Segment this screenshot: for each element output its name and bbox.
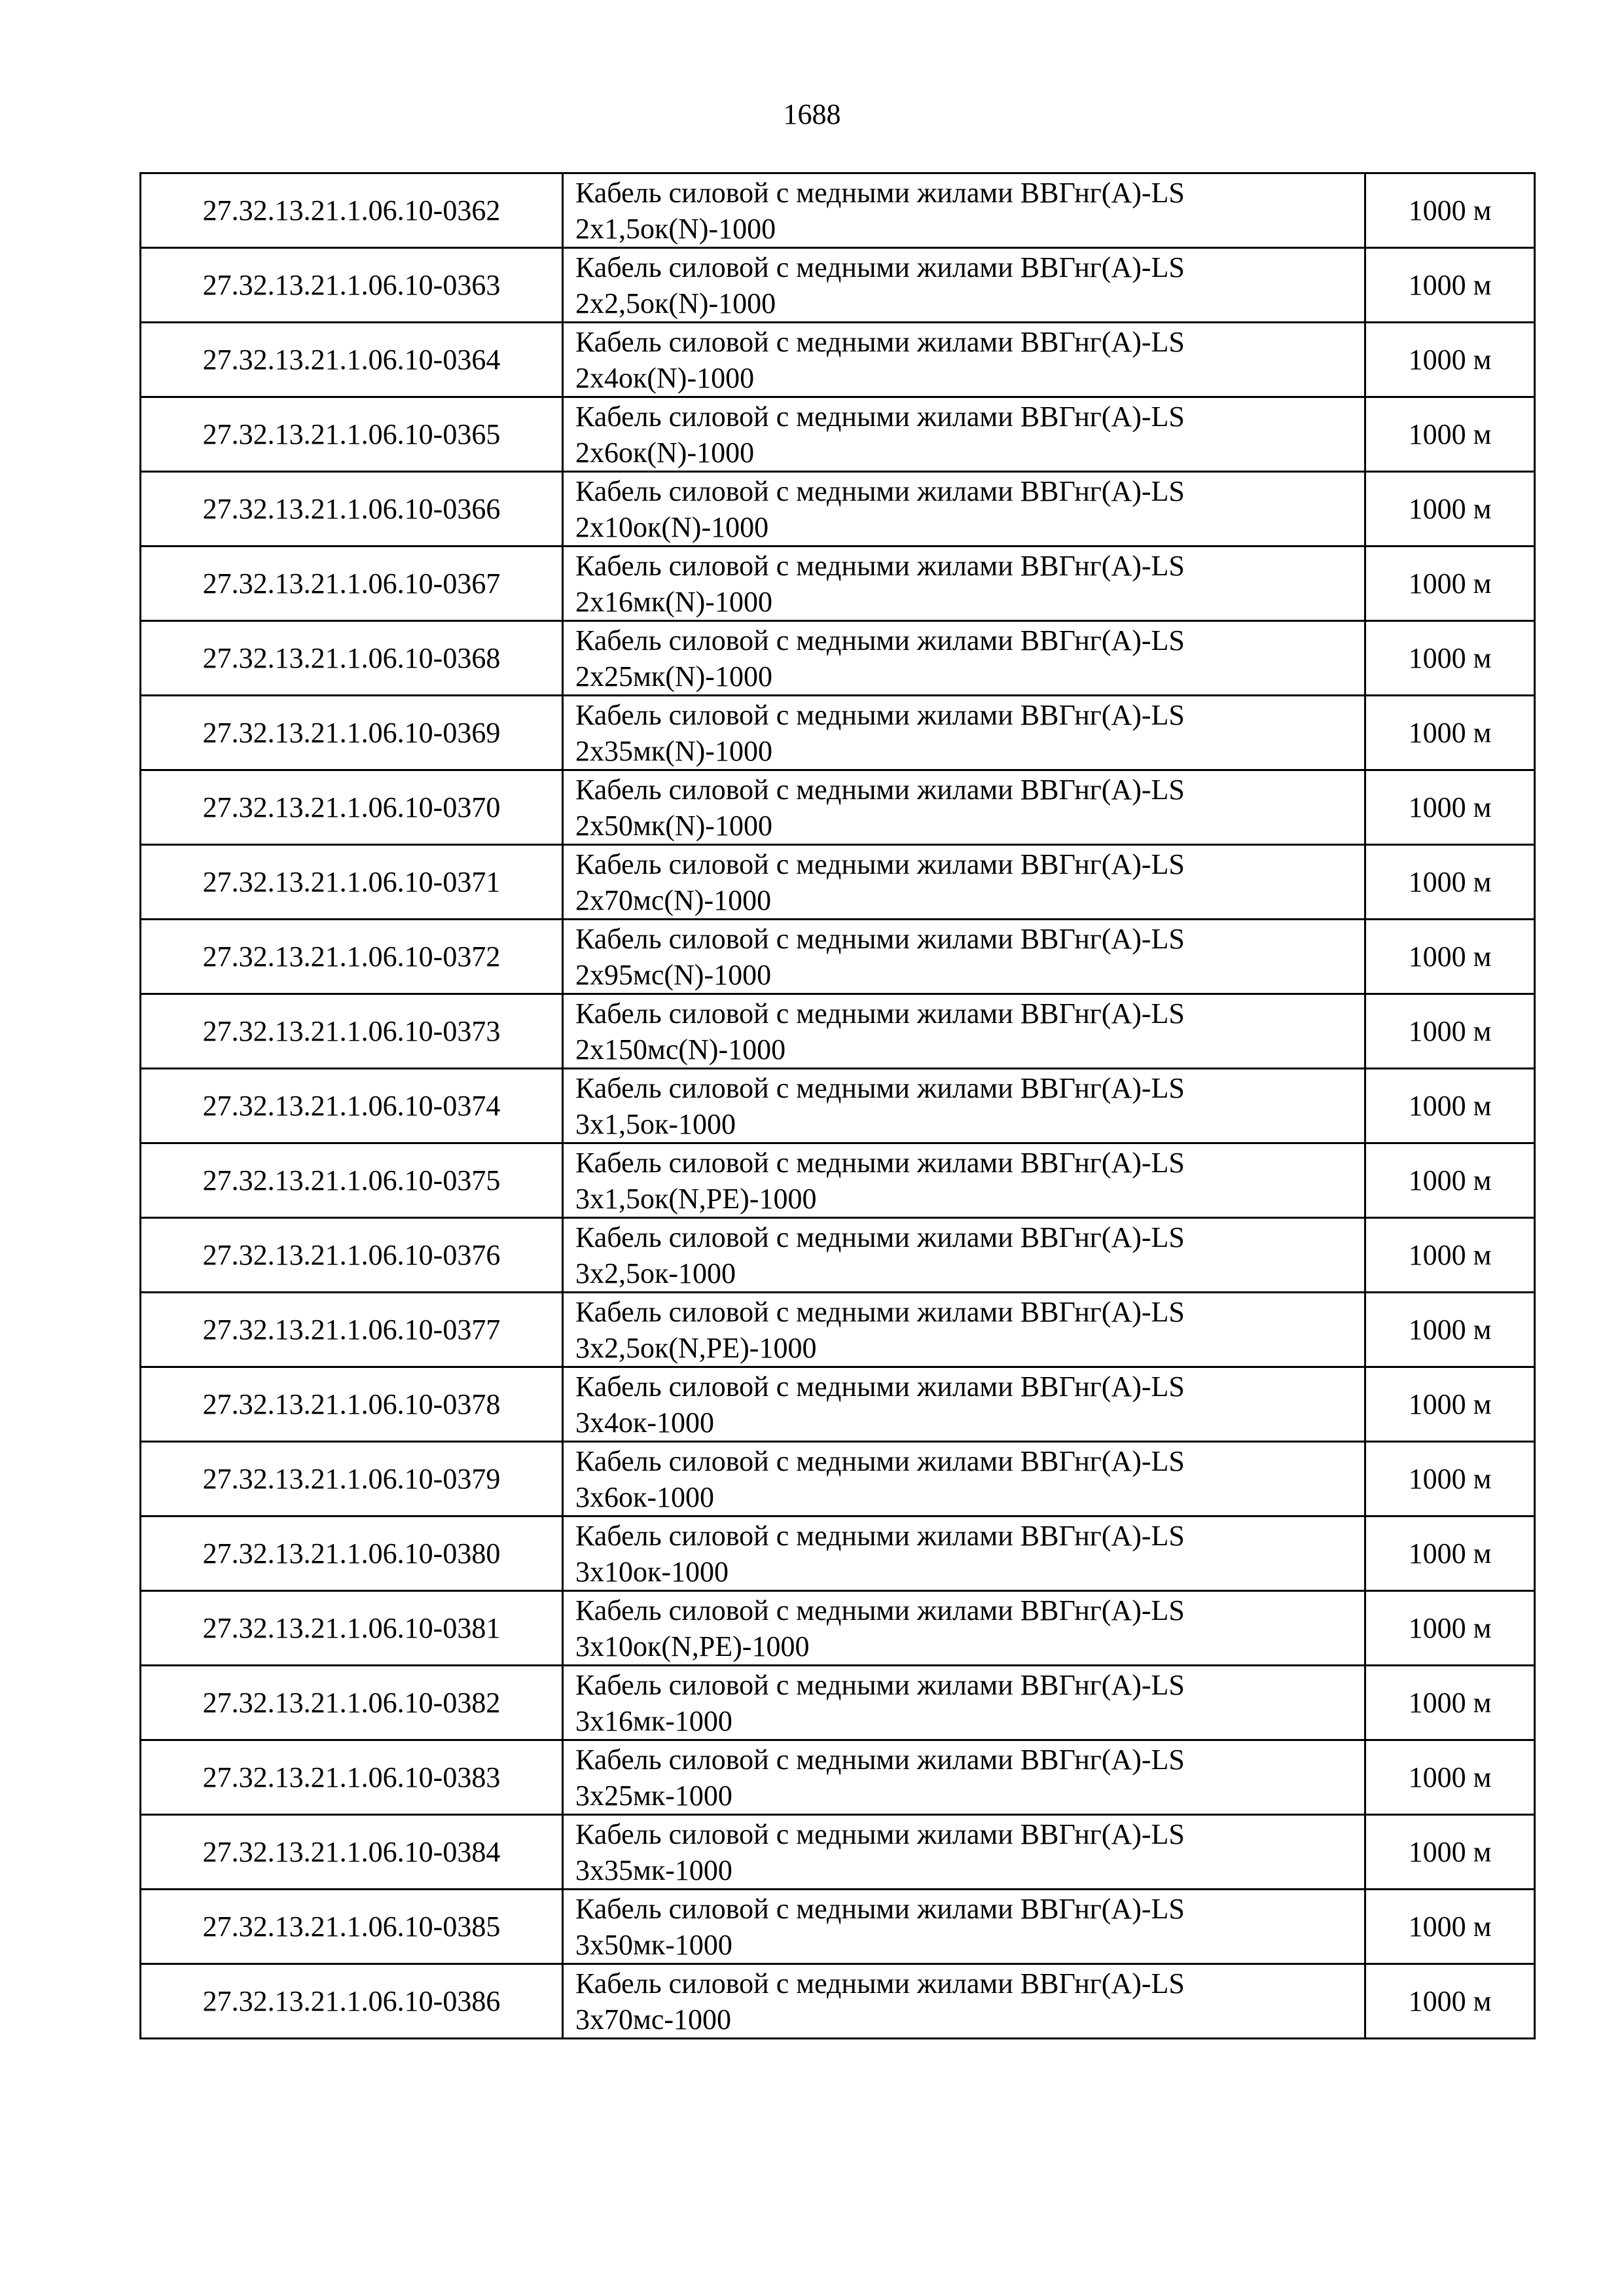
resource-name-cell bbox=[563, 1143, 1365, 1218]
resource-name-line-2: 2х2,5ок(N)-1000 bbox=[575, 287, 776, 319]
resource-name-line-2: 2х10ок(N)-1000 bbox=[575, 511, 769, 543]
resource-code-cell: 27.32.13.21.1.06.10-0383 bbox=[141, 1740, 563, 1815]
unit-cell: 1000 м bbox=[1365, 1740, 1535, 1815]
unit-cell: 1000 м bbox=[1365, 397, 1535, 472]
resource-code-cell: 27.32.13.21.1.06.10-0375 bbox=[141, 1143, 563, 1218]
table-row bbox=[141, 1740, 1535, 1815]
unit-cell: 1000 м bbox=[1365, 248, 1535, 323]
unit-cell: 1000 м bbox=[1365, 1666, 1535, 1740]
unit-cell: 1000 м bbox=[1365, 472, 1535, 547]
table-row bbox=[141, 696, 1535, 770]
unit-cell: 1000 м bbox=[1365, 323, 1535, 397]
table-row bbox=[141, 1367, 1535, 1442]
table-row bbox=[141, 472, 1535, 547]
unit-cell: 1000 м bbox=[1365, 1218, 1535, 1293]
resource-name-line-1: Кабель силовой с медными жилами ВВГнг(А)-LS bbox=[575, 1146, 1185, 1179]
table-row bbox=[141, 397, 1535, 472]
resource-code-cell: 27.32.13.21.1.06.10-0379 bbox=[141, 1442, 563, 1516]
resource-code-cell: 27.32.13.21.1.06.10-0370 bbox=[141, 770, 563, 845]
unit-cell: 1000 м bbox=[1365, 696, 1535, 770]
resource-name-line-1: Кабель силовой с медными жилами ВВГнг(А)-LS bbox=[575, 1295, 1185, 1328]
resource-name-line-1: Кабель силовой с медными жилами ВВГнг(А)-LS bbox=[575, 1519, 1185, 1552]
resource-name-line-1: Кабель силовой с медными жилами ВВГнг(А)-LS bbox=[575, 922, 1185, 955]
resource-name-line-2: 2х25мк(N)-1000 bbox=[575, 660, 772, 692]
unit-cell: 1000 м bbox=[1365, 173, 1535, 248]
resource-name-line-2: 3х4ок-1000 bbox=[575, 1406, 715, 1439]
resource-name-line-2: 2х35мк(N)-1000 bbox=[575, 734, 772, 767]
table-row bbox=[141, 1442, 1535, 1516]
resource-name-cell bbox=[563, 1069, 1365, 1143]
resource-name-line-2: 2х150мс(N)-1000 bbox=[575, 1033, 786, 1066]
table-row bbox=[141, 994, 1535, 1069]
resource-name-cell bbox=[563, 1218, 1365, 1293]
resource-code-cell: 27.32.13.21.1.06.10-0371 bbox=[141, 845, 563, 920]
resource-name-cell bbox=[563, 1666, 1365, 1740]
resource-code-cell: 27.32.13.21.1.06.10-0366 bbox=[141, 472, 563, 547]
resource-code-cell: 27.32.13.21.1.06.10-0377 bbox=[141, 1293, 563, 1367]
table-row bbox=[141, 1666, 1535, 1740]
resource-name-line-1: Кабель силовой с медными жилами ВВГнг(А)-LS bbox=[575, 251, 1185, 283]
table-row bbox=[141, 1293, 1535, 1367]
resource-name-line-2: 3х2,5ок-1000 bbox=[575, 1257, 736, 1289]
resource-name-cell bbox=[563, 1815, 1365, 1890]
table-row bbox=[141, 1516, 1535, 1591]
resource-name-cell bbox=[563, 1442, 1365, 1516]
resource-name-line-2: 3х10ок(N,PE)-1000 bbox=[575, 1630, 810, 1662]
resource-name-line-2: 2х95мс(N)-1000 bbox=[575, 958, 772, 991]
resource-name-line-1: Кабель силовой с медными жилами ВВГнг(А)-LS bbox=[575, 325, 1185, 358]
table-row bbox=[141, 1964, 1535, 2039]
resource-name-line-2: 3х1,5ок(N,PE)-1000 bbox=[575, 1182, 817, 1215]
unit-cell: 1000 м bbox=[1365, 1069, 1535, 1143]
resource-name-line-2: 3х10ок-1000 bbox=[575, 1555, 729, 1588]
resource-name-line-2: 2х1,5ок(N)-1000 bbox=[575, 212, 776, 245]
unit-cell: 1000 м bbox=[1365, 770, 1535, 845]
resource-name-line-1: Кабель силовой с медными жилами ВВГнг(А)-LS bbox=[575, 997, 1185, 1030]
table-row bbox=[141, 621, 1535, 696]
resource-name-cell bbox=[563, 1293, 1365, 1367]
resource-name-line-2: 3х25мк-1000 bbox=[575, 1779, 732, 1812]
resource-name-cell bbox=[563, 248, 1365, 323]
resource-name-line-2: 3х16мк-1000 bbox=[575, 1704, 732, 1737]
resource-code-cell: 27.32.13.21.1.06.10-0363 bbox=[141, 248, 563, 323]
unit-cell: 1000 м bbox=[1365, 547, 1535, 621]
resource-name-line-1: Кабель силовой с медными жилами ВВГнг(А)-LS bbox=[575, 1221, 1185, 1253]
resource-name-line-1: Кабель силовой с медными жилами ВВГнг(А)-LS bbox=[575, 1444, 1185, 1477]
resource-name-line-1: Кабель силовой с медными жилами ВВГнг(А)-LS bbox=[575, 1071, 1185, 1104]
resource-code-cell: 27.32.13.21.1.06.10-0382 bbox=[141, 1666, 563, 1740]
resource-name-line-2: 3х1,5ок-1000 bbox=[575, 1107, 736, 1140]
catalog-table-body bbox=[141, 173, 1535, 2039]
resource-code-cell: 27.32.13.21.1.06.10-0376 bbox=[141, 1218, 563, 1293]
resource-name-cell bbox=[563, 696, 1365, 770]
resource-name-line-1: Кабель силовой с медными жилами ВВГнг(А)-LS bbox=[575, 549, 1185, 582]
resource-name-line-1: Кабель силовой с медными жилами ВВГнг(А)-LS bbox=[575, 624, 1185, 656]
resource-name-line-1: Кабель силовой с медными жилами ВВГнг(А)-LS bbox=[575, 848, 1185, 880]
resource-name-cell bbox=[563, 323, 1365, 397]
resource-name-line-1: Кабель силовой с медными жилами ВВГнг(А)-LS bbox=[575, 698, 1185, 731]
resource-name-cell bbox=[563, 920, 1365, 994]
table-row bbox=[141, 770, 1535, 845]
resource-name-line-2: 3х2,5ок(N,PE)-1000 bbox=[575, 1331, 817, 1364]
resource-name-cell bbox=[563, 1964, 1365, 2039]
unit-cell: 1000 м bbox=[1365, 920, 1535, 994]
table-row bbox=[141, 1218, 1535, 1293]
unit-cell: 1000 м bbox=[1365, 1815, 1535, 1890]
resource-name-cell bbox=[563, 770, 1365, 845]
resource-code-cell: 27.32.13.21.1.06.10-0381 bbox=[141, 1591, 563, 1666]
resource-name-line-2: 3х6ок-1000 bbox=[575, 1480, 715, 1513]
resource-code-cell: 27.32.13.21.1.06.10-0369 bbox=[141, 696, 563, 770]
resource-name-cell bbox=[563, 1740, 1365, 1815]
resource-name-line-2: 3х35мк-1000 bbox=[575, 1854, 732, 1886]
resource-code-cell: 27.32.13.21.1.06.10-0373 bbox=[141, 994, 563, 1069]
unit-cell: 1000 м bbox=[1365, 994, 1535, 1069]
unit-cell: 1000 м bbox=[1365, 1591, 1535, 1666]
resource-name-line-1: Кабель силовой с медными жилами ВВГнг(А)-LS bbox=[575, 1818, 1185, 1850]
resource-name-line-1: Кабель силовой с медными жилами ВВГнг(А)-LS bbox=[575, 1370, 1185, 1403]
unit-cell: 1000 м bbox=[1365, 845, 1535, 920]
page-number: 1688 bbox=[783, 98, 841, 130]
resource-code-cell: 27.32.13.21.1.06.10-0374 bbox=[141, 1069, 563, 1143]
unit-cell: 1000 м bbox=[1365, 1442, 1535, 1516]
resource-code-cell: 27.32.13.21.1.06.10-0384 bbox=[141, 1815, 563, 1890]
resource-code-cell: 27.32.13.21.1.06.10-0367 bbox=[141, 547, 563, 621]
resource-name-line-2: 2х6ок(N)-1000 bbox=[575, 436, 755, 469]
table-row bbox=[141, 920, 1535, 994]
unit-cell: 1000 м bbox=[1365, 1516, 1535, 1591]
unit-cell: 1000 м bbox=[1365, 1143, 1535, 1218]
resource-name-cell bbox=[563, 994, 1365, 1069]
resource-code-cell: 27.32.13.21.1.06.10-0385 bbox=[141, 1890, 563, 1964]
table-row bbox=[141, 1815, 1535, 1890]
resource-code-cell: 27.32.13.21.1.06.10-0362 bbox=[141, 173, 563, 248]
resource-code-cell: 27.32.13.21.1.06.10-0368 bbox=[141, 621, 563, 696]
resource-name-cell bbox=[563, 173, 1365, 248]
resource-code-cell: 27.32.13.21.1.06.10-0380 bbox=[141, 1516, 563, 1591]
resource-name-line-1: Кабель силовой с медными жилами ВВГнг(А)-LS bbox=[575, 1892, 1185, 1925]
resource-name-cell bbox=[563, 1591, 1365, 1666]
resource-name-line-1: Кабель силовой с медными жилами ВВГнг(А)-LS bbox=[575, 1668, 1185, 1701]
resource-name-line-1: Кабель силовой с медными жилами ВВГнг(А)-LS bbox=[575, 176, 1185, 209]
resource-name-cell bbox=[563, 547, 1365, 621]
resource-name-cell bbox=[563, 621, 1365, 696]
resource-code-cell: 27.32.13.21.1.06.10-0364 bbox=[141, 323, 563, 397]
resource-name-line-2: 2х16мк(N)-1000 bbox=[575, 585, 772, 618]
resource-name-line-2: 3х70мс-1000 bbox=[575, 2003, 732, 2036]
resource-name-line-2: 3х50мк-1000 bbox=[575, 1928, 732, 1961]
table-row bbox=[141, 248, 1535, 323]
resource-name-line-2: 2х4ок(N)-1000 bbox=[575, 361, 755, 394]
resource-name-line-1: Кабель силовой с медными жилами ВВГнг(А)-LS bbox=[575, 773, 1185, 806]
resource-name-line-2: 2х50мк(N)-1000 bbox=[575, 809, 772, 842]
resource-name-cell bbox=[563, 845, 1365, 920]
table-row bbox=[141, 1143, 1535, 1218]
catalog-table bbox=[139, 172, 1536, 2039]
unit-cell: 1000 м bbox=[1365, 1293, 1535, 1367]
resource-name-line-1: Кабель силовой с медными жилами ВВГнг(А)-LS bbox=[575, 1594, 1185, 1626]
resource-name-line-1: Кабель силовой с медными жилами ВВГнг(А)-LS bbox=[575, 475, 1185, 507]
resource-code-cell: 27.32.13.21.1.06.10-0372 bbox=[141, 920, 563, 994]
table-row bbox=[141, 1890, 1535, 1964]
table-row bbox=[141, 323, 1535, 397]
unit-cell: 1000 м bbox=[1365, 1367, 1535, 1442]
resource-code-cell: 27.32.13.21.1.06.10-0378 bbox=[141, 1367, 563, 1442]
resource-code-cell: 27.32.13.21.1.06.10-0365 bbox=[141, 397, 563, 472]
resource-name-cell bbox=[563, 1516, 1365, 1591]
resource-name-line-2: 2х70мс(N)-1000 bbox=[575, 884, 772, 916]
table-row bbox=[141, 1591, 1535, 1666]
resource-name-line-1: Кабель силовой с медными жилами ВВГнг(А)-LS bbox=[575, 400, 1185, 433]
resource-name-line-1: Кабель силовой с медными жилами ВВГнг(А)-LS bbox=[575, 1967, 1185, 2000]
resource-name-cell bbox=[563, 472, 1365, 547]
table-row bbox=[141, 547, 1535, 621]
table-row bbox=[141, 845, 1535, 920]
table-row bbox=[141, 1069, 1535, 1143]
resource-name-cell bbox=[563, 1367, 1365, 1442]
unit-cell: 1000 м bbox=[1365, 621, 1535, 696]
resource-name-cell bbox=[563, 1890, 1365, 1964]
table-row bbox=[141, 173, 1535, 248]
unit-cell: 1000 м bbox=[1365, 1890, 1535, 1964]
resource-name-cell bbox=[563, 397, 1365, 472]
unit-cell: 1000 м bbox=[1365, 1964, 1535, 2039]
resource-code-cell: 27.32.13.21.1.06.10-0386 bbox=[141, 1964, 563, 2039]
resource-name-line-1: Кабель силовой с медными жилами ВВГнг(А)-LS bbox=[575, 1743, 1185, 1776]
